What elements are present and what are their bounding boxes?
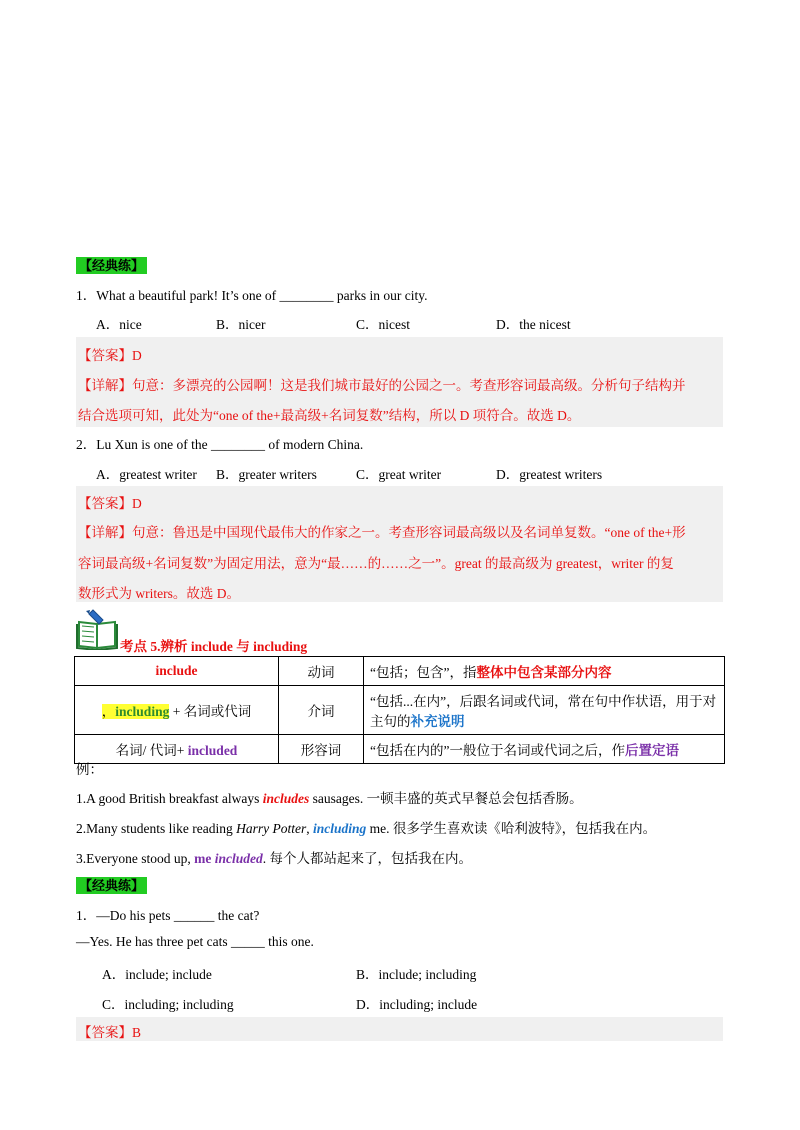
highlight: ，including <box>101 704 170 719</box>
detail-line: 【详解】句意：鲁迅是中国现代最伟大的作家之一。考查形容词最高级以及名词单复数。“one of the+形 <box>78 525 686 540</box>
example-sentence: 1.A good British breakfast always includes sausages. 一顿丰盛的英式早餐总会包括香肠。 <box>76 791 583 806</box>
option-b: B．nicer <box>216 317 266 332</box>
question-stem: —Yes. He has three pet cats _____ this one. <box>76 934 314 949</box>
comparison-table <box>74 656 725 764</box>
table-cell: 动词 <box>279 657 364 686</box>
option-b: B．include; including <box>356 967 477 982</box>
table-cell: 形容词 <box>279 735 364 764</box>
table-row <box>75 735 725 764</box>
section-tag: 【经典练】 <box>76 255 147 274</box>
detail-line: 结合选项可知，此处为“one of the+最高级+名词复数”结构，所以 D 项符合。故选 D。 <box>78 408 581 423</box>
option-a: A．include; include <box>102 967 212 982</box>
book-pen-icon <box>76 608 120 650</box>
answer-text: 【答案】D <box>78 348 142 363</box>
answer-box <box>76 486 723 602</box>
option-a: A．nice <box>96 317 142 332</box>
option-c: C．including; including <box>102 997 234 1012</box>
detail-line: 容词最高级+名词复数”为固定用法，意为“最……的……之一”。great 的最高级为 greatest，writer 的复 <box>78 556 674 571</box>
question-stem: 1．—Do his pets ______ the cat? <box>76 908 260 923</box>
table-cell: 介词 <box>279 686 364 735</box>
option-d: D．greatest writers <box>496 467 603 482</box>
option-b: B．greater writers <box>216 467 317 482</box>
table-cell: “包括...在内”，后跟名词或代词，常在句中作状语，用于对 主句的补充说明 <box>364 686 725 735</box>
section-tag: 【经典练】 <box>76 875 147 894</box>
example-sentence: 2.Many students like reading Harry Potter, including me. 很多学生喜欢读《哈利波特》，包括我在内。 <box>76 821 657 836</box>
table-cell: include <box>75 657 279 686</box>
table-row <box>75 686 725 735</box>
option-c: C．nicest <box>356 317 410 332</box>
option-c: C．great writer <box>356 467 442 482</box>
table-cell: “包括；包含”，指整体中包含某部分内容 <box>364 657 725 686</box>
table-cell: “包括在内的”一般位于名词或代词之后，作后置定语 <box>364 735 725 764</box>
kaodian-title: 考点 5.辨析 include 与 including <box>120 639 308 654</box>
answer-box <box>76 337 723 427</box>
option-a: A．greatest writer <box>96 467 197 482</box>
answer-text: 【答案】D <box>78 496 142 511</box>
example-sentence: 3.Everyone stood up, me included. 每个人都站起来了，包括我在内。 <box>76 851 472 866</box>
table-row <box>75 657 725 686</box>
question-stem: 1．What a beautiful park! It’s one of ________ parks in our city. <box>76 288 428 303</box>
answer-text: 【答案】B <box>78 1025 142 1040</box>
table-cell: ，including + 名词或代词 <box>75 686 279 735</box>
option-d: D．including; include <box>356 997 478 1012</box>
option-d: D．the nicest <box>496 317 571 332</box>
detail-line: 数形式为 writers。故选 D。 <box>78 586 240 601</box>
table-cell: 名词/ 代词+ included <box>75 735 279 764</box>
answer-box <box>76 1017 723 1041</box>
example-label: 例： <box>76 762 103 777</box>
question-stem: 2．Lu Xun is one of the ________ of modern China. <box>76 437 364 452</box>
detail-line: 【详解】句意：多漂亮的公园啊！这是我们城市最好的公园之一。考查形容词最高级。分析句子结构并 <box>78 378 686 393</box>
